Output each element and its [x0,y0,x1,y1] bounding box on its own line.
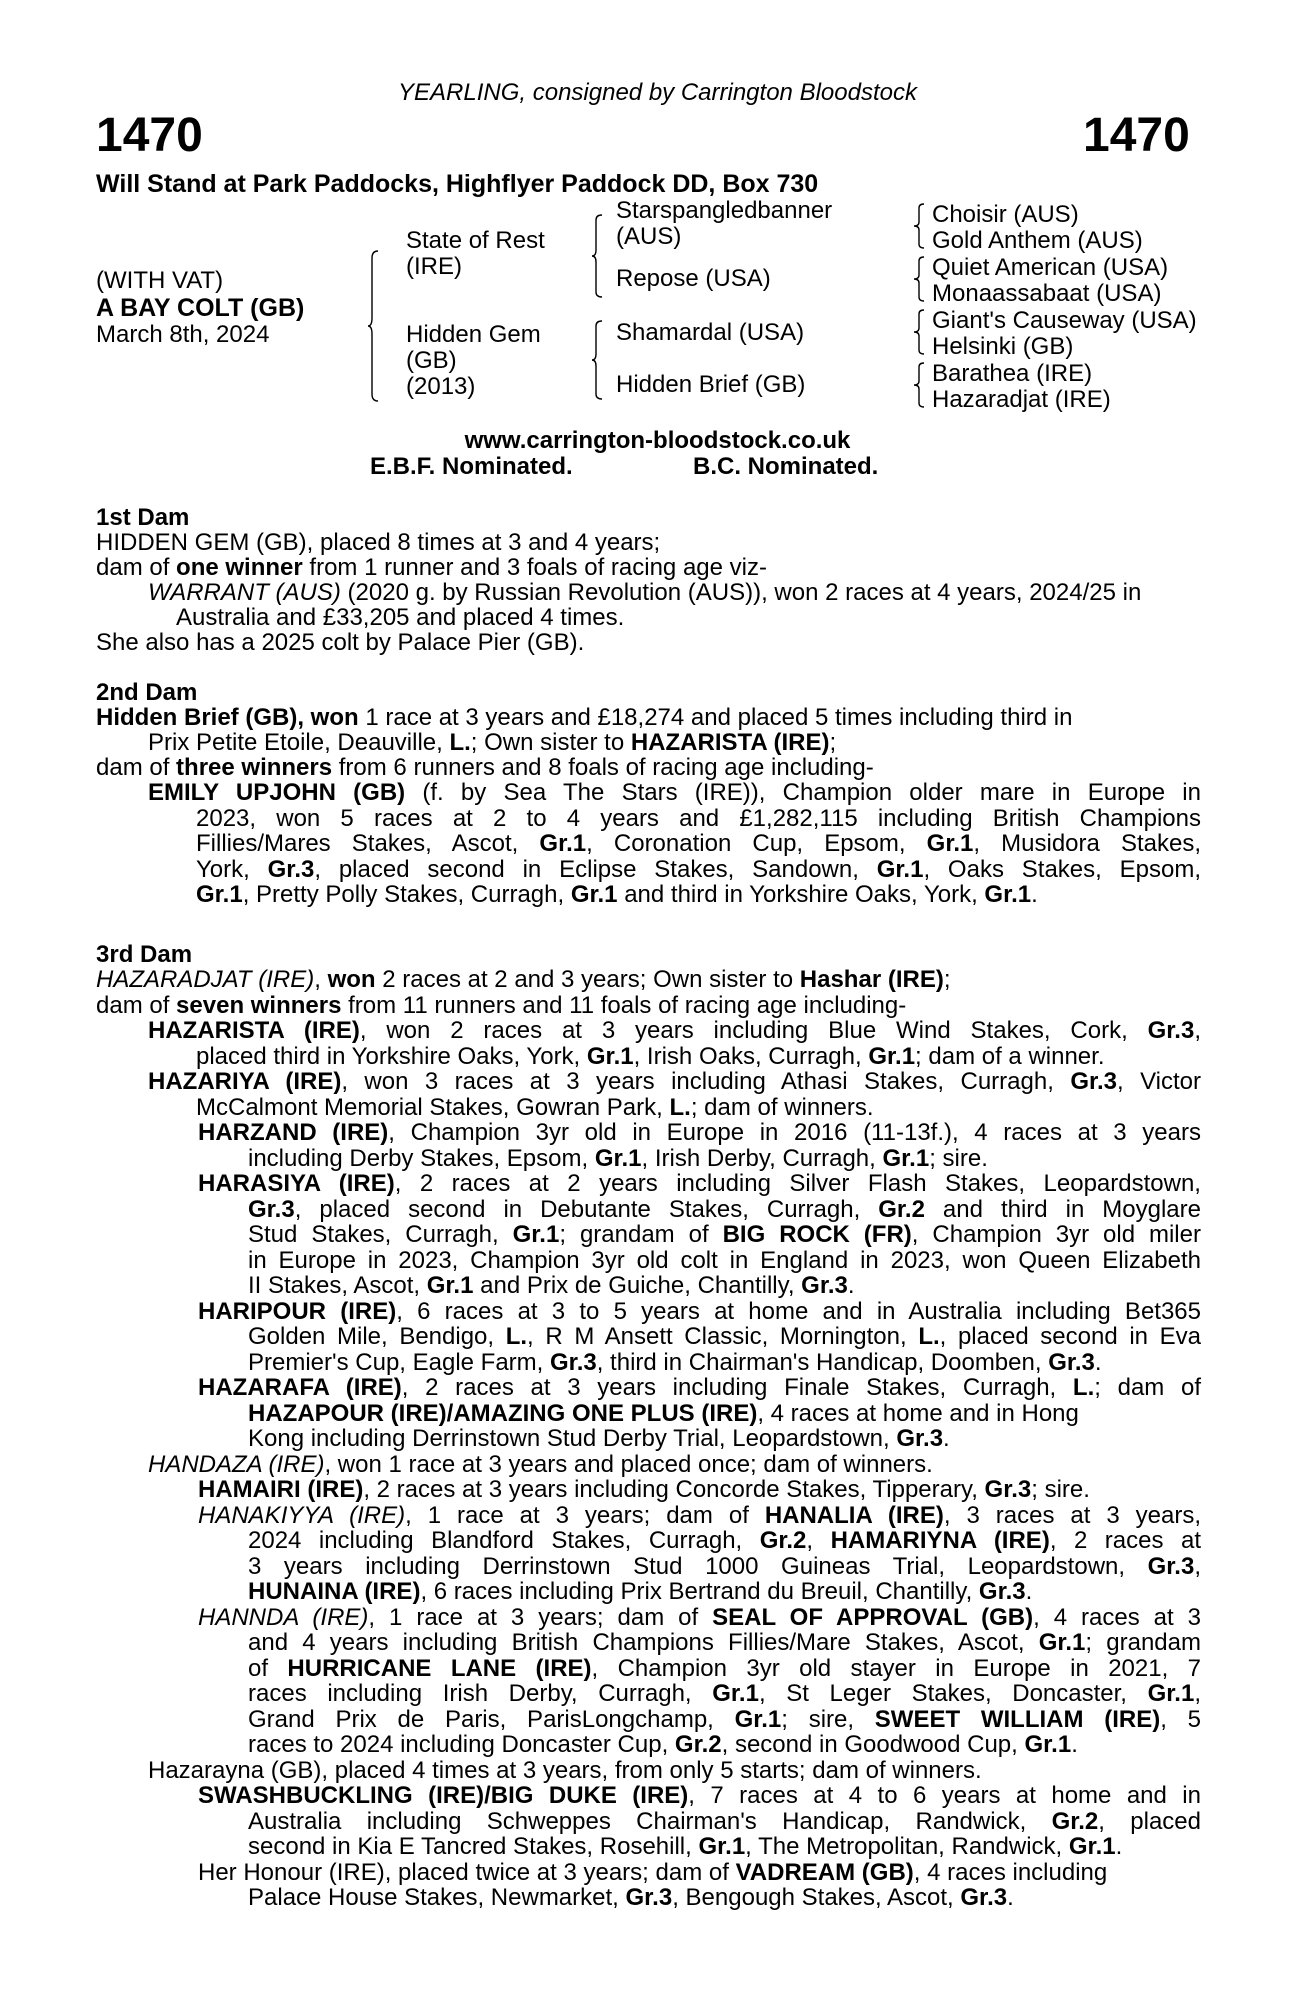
lot-number-right: 1470 [1083,109,1190,162]
first-dam-line-3 [148,580,1141,606]
location-line: Will Stand at Park Paddocks, Highflyer Paddock DD, Box 730 [96,170,819,198]
third-dam-line: 3 years including Derrinstown Stud 1000 Guineas Trial, Leopardstown, Gr.3, [248,1552,1201,1580]
text: Fillies/Mares Stakes, Ascot, [196,830,540,857]
catalogue-subtitle: YEARLING, consigned by Carrington Bloodstock [398,79,917,106]
third-dam-line: races including Irish Derby, Curragh, Gr.1, St Leger Stakes, Doncaster, Gr.1, [248,1680,1201,1707]
gen3-brace-3 [914,309,925,355]
third-dam-line: HAZARAFA (IRE), 2 races at 3 years including Finale Stakes, Curragh, L.; dam of [198,1374,1201,1401]
sire-sire [616,198,832,250]
third-dam-line: SWASHBUCKLING (IRE)/BIG DUKE (IRE), 7 races at 4 to 6 years at home and in [198,1782,1201,1809]
ped-sss: Choisir (AUS) [932,201,1079,228]
text-bold: Gr.1 [926,830,974,857]
dam-brace [592,320,603,400]
third-dam-line: Stud Stakes, Curragh, Gr.1; grandam of BIG ROCK (FR), Champion 3yr old miler [248,1221,1201,1248]
eu-line-3 [148,831,1201,857]
text: . [1031,881,1038,908]
sire-sire-line-1: Starspangledbanner [616,197,833,224]
sire-name [406,228,545,280]
third-dam-line: including Derby Stakes, Epsom, Gr.1, Irish Derby, Curragh, Gr.1; sire. [248,1144,988,1172]
third-dam-line: Grand Prix de Paris, ParisLongchamp, Gr.1; sire, SWEET WILLIAM (IRE), 5 [248,1705,1201,1733]
third-dam-line: and 4 years including British Champions Fillies/Mare Stakes, Ascot, Gr.1; grandam [248,1629,1201,1656]
third-dam-title: 3rd Dam [96,941,193,968]
third-dam-line: of HURRICANE LANE (IRE), Champion 3yr old stayer in Europe in 2021, 7 [248,1654,1201,1682]
text-bold: HAZARISTA (IRE) [630,729,830,756]
third-dam-line: dam of seven winners from 11 runners and 11 foals of racing age including- [96,991,907,1019]
third-dam-line: HAZARADJAT (IRE), won 2 races at 2 and 3 years; Own sister to Hashar (IRE); [96,966,951,993]
lot-number-left: 1470 [96,109,203,162]
text: , [297,704,311,731]
ped-ddd: Hazaradjat (IRE) [932,386,1111,413]
ped-dds: Barathea (IRE) [932,360,1093,387]
text: from 6 runners and 8 foals of racing age including- [332,754,874,781]
horse-dob: March 8th, 2024 [96,321,270,348]
third-dam-line: Premier's Cup, Eagle Farm, Gr.3, third in Chairman's Handicap, Doomben, Gr.3. [248,1348,1102,1376]
text: 1 race at 3 years and £18,274 and placed 5 times including third in [358,704,1073,731]
text-bold: Gr.1 [570,881,618,908]
eu-line-1 [148,780,1201,806]
dam-line-2: (GB) [406,347,457,374]
second-dam-line-1 [96,705,1072,731]
third-dam-line: HANNDA (IRE), 1 race at 3 years; dam of SEAL OF APPROVAL (GB), 4 races at 3 [198,1603,1201,1631]
ped-sds: Quiet American (USA) [932,254,1169,281]
text: from 1 runner and 3 foals of racing age viz- [302,554,767,581]
ebf-nominated: E.B.F. Nominated. [370,453,573,480]
third-dam-line: HARIPOUR (IRE), 6 races at 3 to 5 years at home and in Australia including Bet365 [198,1297,1201,1325]
text: dam of [96,554,177,581]
ped-sdd: Monaassabaat (USA) [932,280,1162,307]
dam-name [406,322,541,400]
vat-label: (WITH VAT) [96,267,224,294]
gen3-brace-1 [914,203,925,249]
pedigree-main-brace [368,250,379,402]
first-dam-title: 1st Dam [96,504,190,531]
text-bold: Gr.1 [984,881,1032,908]
third-dam-line: II Stakes, Ascot, Gr.1 and Prix de Guiche, Chantilly, Gr.3. [248,1272,855,1299]
third-dam-line: second in Kia E Tancred Stakes, Rosehill, Gr.1, The Metropolitan, Randwick, Gr.1. [248,1833,1123,1860]
third-dam-line: HAZARISTA (IRE), won 2 races at 3 years including Blue Wind Stakes, Cork, Gr.3, [148,1017,1201,1044]
second-dam-emily-upjohn [148,780,1201,908]
eu-line-5 [148,882,1201,908]
text: , placed second in Eclipse Stakes, Sandown, [314,855,877,883]
third-dam-line: Her Honour (IRE), placed twice at 3 years; dam of VADREAM (GB), 4 races including [198,1858,1108,1886]
second-dam-title: 2nd Dam [96,679,198,706]
text-bold: three winners [176,754,333,781]
ped-dsd: Helsinki (GB) [932,333,1074,360]
text-bold: L. [449,729,471,756]
text: ; [829,729,837,756]
text: and third in Yorkshire Oaks, York, [617,881,985,908]
third-dam-line: HUNAINA (IRE), 6 races including Prix Bertrand du Breuil, Chantilly, Gr.3. [248,1578,1033,1605]
third-dam-line: McCalmont Memorial Stakes, Gowran Park, L.; dam of winners. [196,1093,874,1121]
first-dam-line-2 [96,555,767,581]
second-dam-line-3 [96,755,874,781]
dam-line-1: Hidden Gem [406,321,541,348]
text-bold: one winner [176,554,303,581]
third-dam-line: HAZARIYA (IRE), won 3 races at 3 years including Athasi Stakes, Curragh, Gr.3, Victor [148,1068,1202,1095]
text-bold: Gr.1 [539,830,587,857]
third-dam-line: Australia including Schweppes Chairman's Handicap, Randwick, Gr.2, placed [248,1807,1202,1835]
winner-name: WARRANT (AUS) [148,579,341,606]
bc-nominated: B.C. Nominated. [693,453,879,480]
third-dam-line: races to 2024 including Doncaster Cup, Gr.2, second in Goodwood Cup, Gr.1. [248,1731,1078,1758]
text: Prix Petite Etoile, Deauville, [148,729,450,756]
text-bold: EMILY UPJOHN (GB) [148,779,406,806]
third-dam-line: Kong including Derrinstown Stud Derby Trial, Leopardstown, Gr.3. [248,1425,950,1452]
dam-line-3: (2013) [406,373,476,400]
first-dam-line-5: She also has a 2025 colt by Palace Pier (GB). [96,629,585,656]
eu-line-2: 2023, won 5 races at 2 to 4 years and £1,282,115 including British Champions [196,804,1201,832]
third-dam-line: Golden Mile, Bendigo, L., R M Ansett Classic, Mornington, L., placed second in Eva [248,1323,1201,1350]
text: (2020 g. by Russian Revolution (AUS)), won 2 races at 4 years, 2024/25 in [340,579,1142,606]
dam-name: Hidden Brief (GB) [96,704,298,731]
text-bold: Gr.3 [267,855,315,883]
third-dam-line: Hazarayna (GB), placed 4 times at 3 years, from only 5 starts; dam of winners. [148,1756,982,1784]
third-dam-line: HARZAND (IRE), Champion 3yr old in Europe in 2016 (11-13f.), 4 races at 3 years [198,1119,1201,1146]
text-bold: Gr.1 [876,855,924,883]
horse-name: A BAY COLT (GB) [96,294,305,322]
text: , Pretty Polly Stakes, Curragh, [242,881,571,908]
website-link[interactable]: www.carrington-bloodstock.co.uk [464,427,851,454]
ped-dss: Giant's Causeway (USA) [932,307,1197,334]
text: York, [196,855,268,883]
dam-dam: Hidden Brief (GB) [616,371,806,398]
text-bold: won [310,704,359,731]
third-dam-line: in Europe in 2023, Champion 3yr old colt in England in 2023, won Queen Elizabeth [248,1246,1201,1274]
eu-line-4 [148,857,1201,883]
text-bold: Gr.1 [196,881,243,908]
second-dam-line-2 [148,730,836,756]
sire-line-1: State of Rest [406,227,545,254]
third-dam-line: 2024 including Blandford Stakes, Curragh, Gr.2, HAMARIYNA (IRE), 2 races at [248,1527,1201,1554]
sire-line-2: (IRE) [406,253,462,280]
sire-sire-line-2: (AUS) [616,223,682,250]
third-dam-line: placed third in Yorkshire Oaks, York, Gr.1, Irish Oaks, Curragh, Gr.1; dam of a winner. [196,1042,1105,1070]
third-dam-line: HANDAZA (IRE), won 1 race at 3 years and placed once; dam of winners. [148,1450,933,1478]
third-dam-line: HARASIYA (IRE), 2 races at 2 years including Silver Flash Stakes, Leopardstown, [198,1170,1201,1197]
sire-brace [592,214,603,298]
text: (f. by Sea The Stars (IRE)), Champion older mare in Europe in [405,779,1201,806]
third-dam-line: HAZAPOUR (IRE)/AMAZING ONE PLUS (IRE), 4 races at home and in Hong [248,1399,1079,1427]
text: , Coronation Cup, Epsom, [586,830,927,857]
ped-ssd: Gold Anthem (AUS) [932,227,1143,254]
first-dam-line-4: Australia and £33,205 and placed 4 times. [176,604,625,631]
text: dam of [96,754,177,781]
third-dam-line: Palace House Stakes, Newmarket, Gr.3, Bengough Stakes, Ascot, Gr.3. [248,1884,1014,1911]
gen3-brace-2 [914,256,925,302]
text: , Oaks Stakes, Epsom, [923,855,1201,883]
text: , Musidora Stakes, [973,830,1201,857]
dam-sire: Shamardal (USA) [616,319,805,346]
third-dam-line: Gr.3, placed second in Debutante Stakes, Curragh, Gr.2 and third in Moyglare [248,1195,1201,1223]
sire-dam: Repose (USA) [616,265,771,292]
text: ; Own sister to [470,729,631,756]
gen3-brace-4 [914,362,925,408]
third-dam-line: HANAKIYYA (IRE), 1 race at 3 years; dam of HANALIA (IRE), 3 races at 3 years, [198,1501,1202,1529]
first-dam-line-1: HIDDEN GEM (GB), placed 8 times at 3 and 4 years; [96,529,661,556]
third-dam-line: HAMAIRI (IRE), 2 races at 3 years including Concorde Stakes, Tipperary, Gr.3; sire. [198,1476,1090,1503]
